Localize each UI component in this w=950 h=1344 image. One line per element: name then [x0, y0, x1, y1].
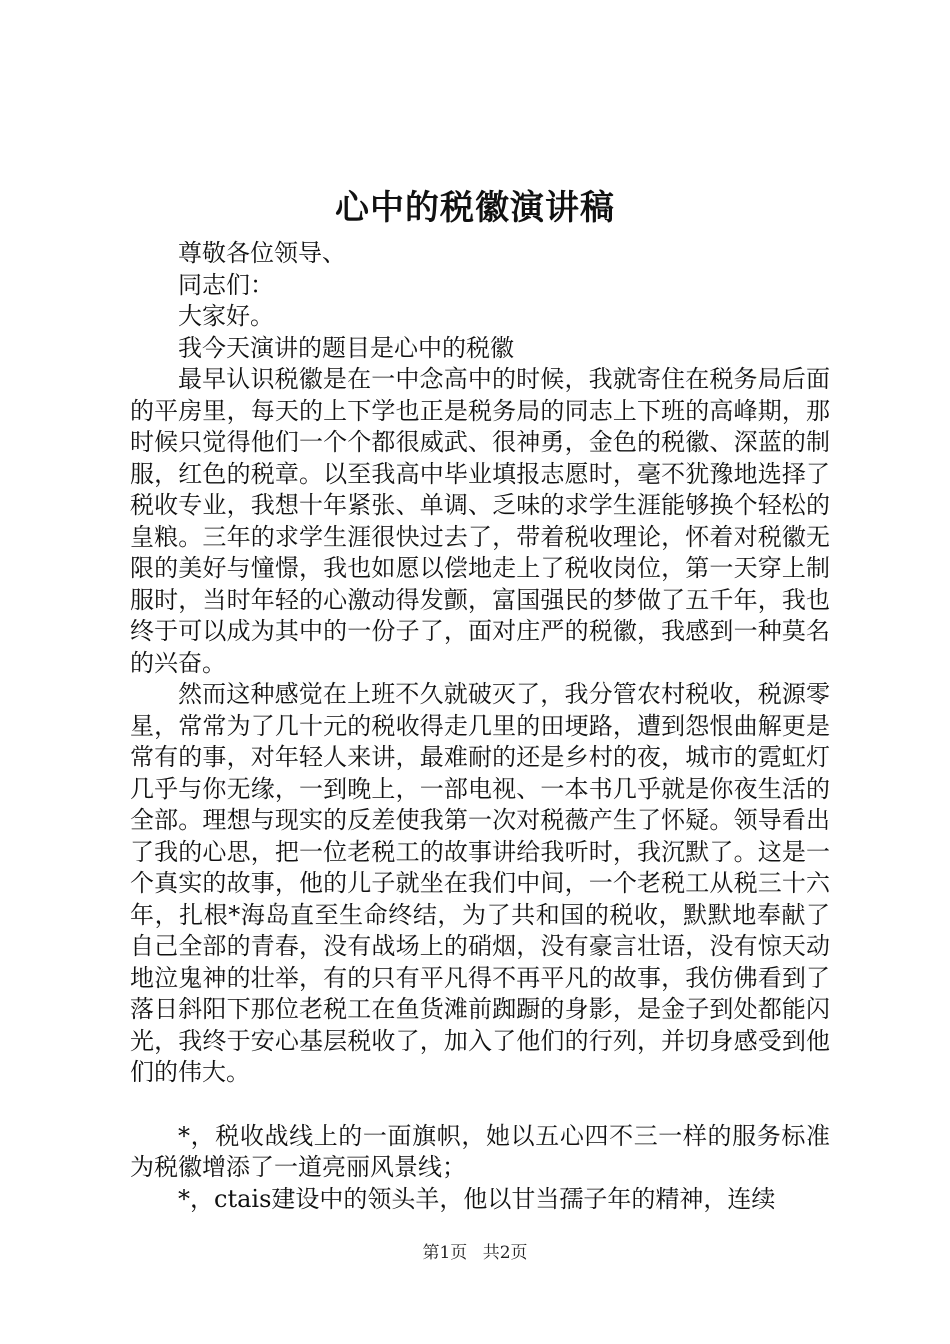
body-paragraph-4: *，ctais建设中的领头羊，他以甘当孺子年的精神，连续: [178, 1184, 776, 1213]
salutation-line-1: 尊敬各位领导、: [178, 239, 346, 267]
document-body: [130, 238, 830, 1215]
paragraph-gap: [130, 1089, 830, 1121]
page-total: 共2页: [482, 1243, 528, 1263]
page-footer: [0, 1241, 950, 1265]
body-paragraph-2: 然而这种感觉在上班不久就破灭了，我分管农村税收，税源零星，常常为了几十元的税收得走几里的田埂路，遭到怨恨曲解更是常有的事，对年轻人来讲，最难耐的还是乡村的夜，城市的霓虹灯几乎与你无缘，一到晚上，一部电视、一本书几乎就是你夜生活的全部。理想与现实的反差使我第一次对税薇产生了怀疑。领导看出了我的心思，把一位老税工的故事讲给我听时，我沉默了。这是一个真实的故事，他的儿子就坐在我们中间，一个老税工从税三十六年，扎根*海岛直至生命终结，为了共和国的税收，默默地奉献了自己全部的青春，没有战场上的硝烟，没有豪言壮语，没有惊天动地泣鬼神的壮举，有的只有平凡得不再平凡的故事，我仿佛看到了落日斜阳下那位老税工在鱼货滩前踟蹰的身影，是金子到处都能闪光，我终于安心基层税收了，加入了他们的行列，并切身感受到他们的伟大。: [130, 680, 830, 1086]
salutation-line-2: 同志们：: [178, 270, 274, 299]
topic-line: 我今天演讲的题目是心中的税徽: [178, 333, 514, 362]
page-number: 第1页: [422, 1243, 468, 1263]
greeting-line: 大家好。: [178, 302, 274, 330]
body-paragraph-1: 最早认识税徽是在一中念高中的时候，我就寄住在税务局后面的平房里，每天的上下学也正是税务局的同志上下班的高峰期，那时候只觉得他们一个个都很威武、很神勇，金色的税徽、深蓝的制服，红色的税章。以至我高中毕业填报志愿时，毫不犹豫地选择了税收专业，我想十年紧张、单调、乏味的求学生涯能够换个轻松的皇粮。三年的求学生涯很快过去了，带着税收理论，怀着对税徽无限的美好与憧憬，我也如愿以偿地走上了税收岗位，第一天穿上制服时，当时年轻的心激动得发颤，富国强民的梦做了五千年，我也终于可以成为其中的一份子了，面对庄严的税徽，我感到一种莫名的兴奋。: [130, 365, 830, 677]
document-title: 心中的税徽演讲稿: [335, 188, 615, 228]
body-paragraph-3: *，税收战线上的一面旗帜，她以五心四不三一样的服务标准为税徽增添了一道亮丽风景线；: [130, 1121, 830, 1181]
